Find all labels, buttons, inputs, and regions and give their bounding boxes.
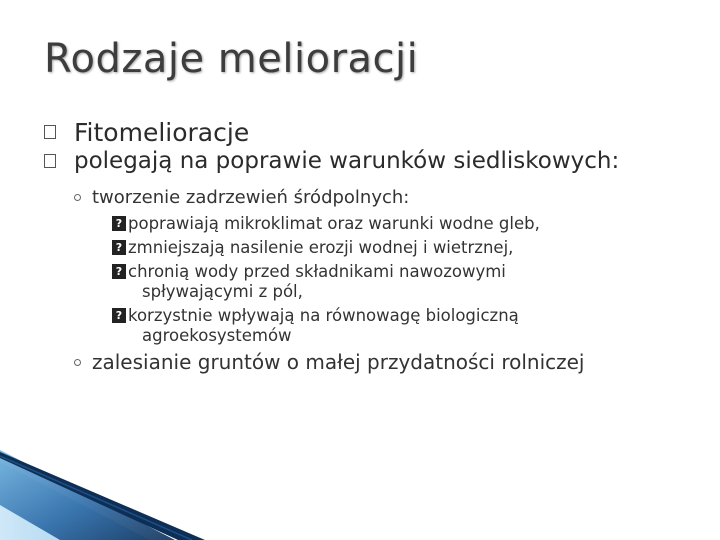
ring-bullet-icon [74, 359, 81, 366]
checkbox-bullet-icon [44, 154, 56, 168]
corner-wedge-dark [0, 452, 205, 540]
point-2-text: zmniejszają nasilenie erozji wodnej i wietrznej, [128, 238, 514, 257]
point-1 [44, 214, 704, 234]
corner-line [0, 456, 192, 540]
slide-body [44, 118, 704, 374]
bullet-item-2 [44, 147, 704, 176]
sub-bullet-1-text: tworzenie zadrzewień śródpolnych: [92, 187, 410, 208]
checkbox-bullet-icon [44, 125, 56, 139]
corner-wedge-main [0, 450, 175, 540]
bullet-item-2-text: polegają na poprawie warunków siedliskowych: [74, 148, 620, 174]
point-4 [44, 306, 704, 346]
missing-glyph-icon: ? [112, 240, 126, 255]
point-3-text-cont: spływającymi z pól, [142, 282, 303, 301]
sub-bullet-2-text: zalesianie gruntów o małej przydatności rolniczej [92, 350, 585, 374]
slide-title: Rodzaje melioracji [44, 36, 419, 82]
point-4-text: korzystnie wpływają na równowagę biologiczną [128, 306, 519, 325]
point-4-text-cont: agroekosystemów [142, 326, 292, 345]
missing-glyph-icon: ? [112, 216, 126, 231]
sub-bullet-1 [44, 186, 704, 210]
point-2 [44, 238, 704, 258]
point-1-text: poprawiają mikroklimat oraz warunki wodne gleb, [128, 214, 540, 233]
missing-glyph-icon: ? [112, 308, 126, 323]
bullet-item-1-text: Fitomelioracje [74, 118, 250, 147]
point-3 [44, 262, 704, 302]
sub-bullet-2 [44, 350, 704, 374]
missing-glyph-icon: ? [112, 264, 126, 279]
point-3-text: chronią wody przed składnikami nawozowymi [128, 262, 506, 281]
bullet-item-1 [44, 118, 704, 147]
corner-wedge-light [0, 462, 150, 540]
ring-bullet-icon [74, 194, 81, 201]
